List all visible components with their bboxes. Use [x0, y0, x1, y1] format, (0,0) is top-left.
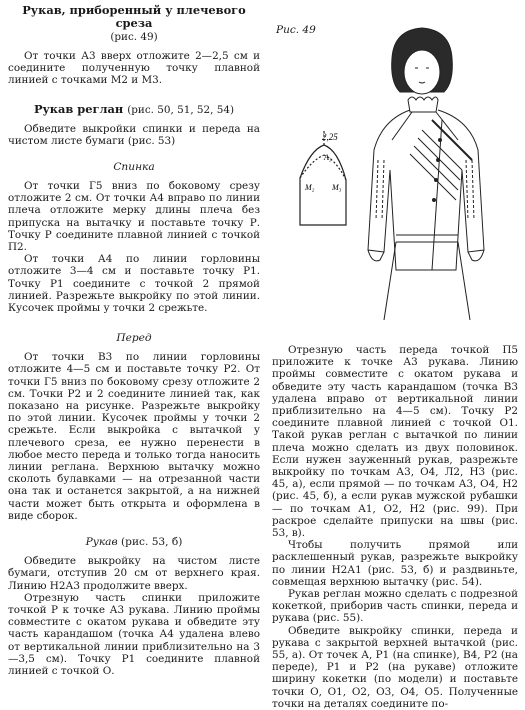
- paragraph-2: Обведите выкройки спинки и переда на чистом листе бумаги (рис. 53): [8, 122, 260, 147]
- figure-caption: Рис. 49: [276, 24, 316, 36]
- paragraph-11: Обведите выкройку спинки, переда и рукава с закрытой верхней вытачкой (рис. 55, а). От точек А, Р1 (на спинке), В4, Р2 (на переде), Р1 и Р2 (на рукаве) отложите ширину кокетки (по модели) и поставьте точки О, О1, О2, О3, О4, О5. Полученные точки на деталях соедините по-: [272, 624, 518, 710]
- woman-figure: [368, 28, 484, 320]
- fig-label-4: M₃: [332, 183, 342, 192]
- paragraph-4: От точки А4 по линии горловины отложите 3—4 см и поставьте точку Р1. Точку Р1 соедините с точкой 2 прямой линией. Разрежьте выкройку по этой линии. Кусочек проймы у точки 2 срежьте.: [8, 253, 260, 315]
- subheading-front: Перед: [116, 332, 152, 345]
- fig-label-3: M₂: [305, 183, 315, 192]
- subheading-sleeve: Рукав (рис. 53, б): [85, 536, 183, 549]
- paragraph-7: Отрезную часть спинки приложите точкой Р к точке А3 рукава. Линию проймы совместите с окатом рукава и обведите эту часть карандашом (точка А4 удалена влево от вертикальной линии приблизительно на 3—3,5 см). Точку Р1 соедините плавной линией с точкой О.: [8, 591, 260, 677]
- subheading-back: Спинка: [113, 161, 155, 174]
- sleeve-pattern-diagram: [300, 130, 346, 225]
- paragraph-8: Отрезную часть переда точкой П5 приложите к точке А3 рукава. Линию проймы совместите с окатом рукава и обведите эту часть карандашом (точка В3 удалена вправо от вертикальной линии приблизительно на 4—5 см). Точку Р2 соедините плавной линией с точкой О1. Такой рукав реглан с вытачкой по линии плеча можно сделать из двух половинок. Если нужен зауженный рукав, разрежьте выкройку по точкам А3, О4, Л2, Н3 (рис. 45, а), если прямой — по точкам А3, О4, Н2 (рис. 45, б), а если рукав мужской рубашки — по точкам А1, О2, Н2 (рис. 99). При раскрое сделайте припуски на швы (рис. 53, в).: [272, 344, 518, 540]
- paragraph-9: Чтобы получить прямой или расклешенный рукав, разрежьте выкройку по линии Н2А1 (рис. 53, б) и раздвиньте, совмещая верхнюю вытачку (рис. 54).: [272, 539, 518, 588]
- figure-49-illustration: [272, 20, 522, 338]
- paragraph-1: От точки А3 вверх отложите 2—2,5 см и соедините полученную точку плавной линией с точками М2 и М3.: [8, 50, 260, 87]
- heading-raglan: Рукав реглан (рис. 50, 51, 52, 54): [33, 101, 235, 116]
- paragraph-10: Рукав реглан можно сделать с подрезной кокеткой, приборив часть спинки, переда и рукава (рис. 55).: [272, 588, 518, 625]
- left-column: [8, 0, 260, 677]
- paragraph-6: Обведите выкройку на чистом листе бумаги, отступив 20 см от верхнего края. Линию Н2А3 продолжите вверх.: [8, 555, 260, 592]
- right-column: [272, 344, 518, 710]
- paragraph-3: От точки Г5 вниз по боковому срезу отложите 2 см. От точки А4 вправо по линии плеча отложите мерку длины плеча без припуска на вытачку и поставьте точку Р. Точку Р соедините плавной линией с точкой П2.: [8, 180, 260, 254]
- fig-label-2: A₃: [324, 153, 332, 162]
- fig-label-1: 2,25: [322, 132, 338, 142]
- heading-sleeve-shoulder: Рукав, прибоpенный у плечевого среза (рис. 49): [22, 3, 246, 43]
- paragraph-5: От точки В3 по линии горловины отложите 4—5 см и поставьте точку Р2. От точки Г5 вниз по боковому срезу отложите 2 см. Точки Р2 и 2 соедините линией так, как показано на рисунке. Разрежьте выкройку по этой линии. Кусочек проймы у точки 2 срежьте. Если выкройка с вытачкой у плечевого среза, ее нужно перенести в любое место переда и только тогда наносить линии реглана. Верхнюю вытачку можно сколоть булавками — на отрезанной части она так и останется закрытой, а на нижней части может быть открыта и оформлена в виде сборок.: [8, 351, 260, 522]
